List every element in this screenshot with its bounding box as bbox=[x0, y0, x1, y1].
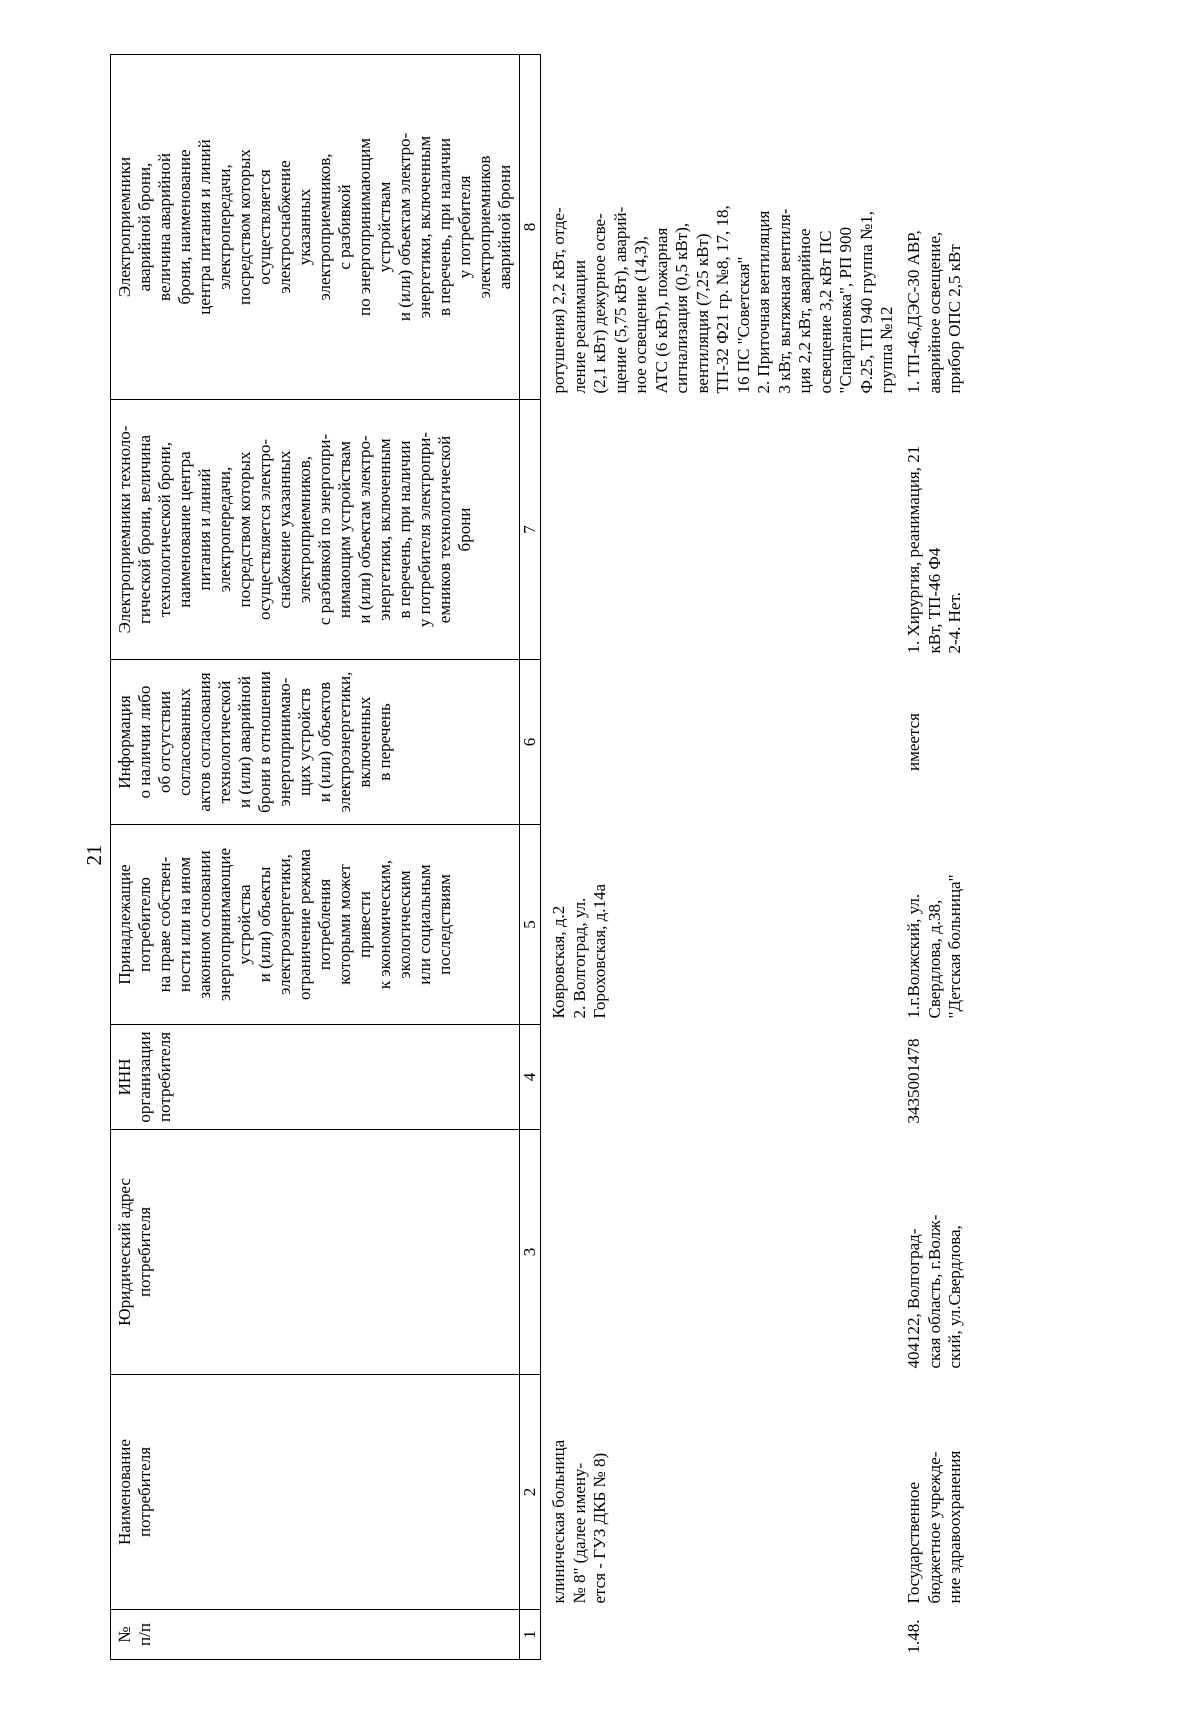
text-line: п/п bbox=[135, 1623, 154, 1646]
text-line: АТС (6 кВт), пожарная bbox=[651, 227, 671, 394]
column-number: 7 bbox=[520, 400, 541, 660]
text-line: экологическим bbox=[395, 870, 414, 979]
text-line: аварийной брони bbox=[495, 164, 514, 290]
text-line: гической брони, величина bbox=[135, 434, 154, 625]
text-line: "Детская больница" bbox=[945, 874, 964, 1019]
text-line: электроэнергетики, bbox=[275, 854, 294, 995]
text-line: прибор ОПС 2,5 кВт bbox=[945, 244, 964, 394]
text-line: ности или на ином bbox=[175, 856, 194, 993]
text-line: 2. Приточная вентиляция bbox=[754, 210, 773, 394]
text-line: 1. ТП-46,ДЭС-30 АВР, bbox=[904, 230, 923, 394]
text-line: щение (5,75 кВт), аварий- bbox=[610, 206, 630, 394]
text-line: аварийное освещение, bbox=[924, 231, 944, 394]
text-line: Ф.25, ТП 940 группа №1, bbox=[856, 210, 876, 394]
row-name bbox=[904, 1375, 966, 1610]
text-line: энергетики, включенным bbox=[415, 135, 434, 319]
text-line: и (или) аварийной bbox=[235, 676, 254, 808]
header-tech-reserve bbox=[111, 400, 520, 660]
text-line: указанных bbox=[295, 188, 314, 266]
row-info bbox=[549, 660, 904, 825]
text-line: аварийной брони, bbox=[135, 162, 154, 292]
text-line: 404122, Волгоград- bbox=[904, 1228, 923, 1369]
text-line: 2-4. Нет. bbox=[945, 592, 964, 654]
text-line: согласованных bbox=[175, 688, 194, 796]
text-line: ская область, г.Волж- bbox=[924, 1214, 944, 1369]
page-number: 21 bbox=[82, 844, 106, 866]
text-line: последствиям bbox=[435, 874, 454, 975]
row-gap bbox=[541, 55, 550, 1660]
text-line: освещение 3,2 кВт ПС bbox=[815, 230, 835, 394]
text-line: 3 кВт, вытяжная вентиля- bbox=[774, 208, 794, 394]
column-number: 6 bbox=[520, 660, 541, 825]
text-line: ление реанимации bbox=[569, 260, 589, 394]
text-line: имеется bbox=[904, 713, 923, 771]
column-number: 3 bbox=[520, 1130, 541, 1375]
text-line: у потребителя электропри- bbox=[415, 431, 434, 628]
text-line: 3435001478 bbox=[904, 1038, 923, 1124]
row-tech-reserve bbox=[904, 400, 966, 660]
text-line: 1. Хирургия, реанимация, 21 bbox=[904, 445, 923, 654]
header-inn bbox=[111, 1025, 520, 1130]
column-number: 4 bbox=[520, 1025, 541, 1130]
text-line: осуществляется bbox=[255, 169, 274, 285]
text-line: 1.г.Волжский, ул. bbox=[904, 893, 923, 1019]
header-address bbox=[111, 1130, 520, 1375]
row-gap-cell bbox=[541, 55, 550, 1660]
text-line: технологической bbox=[215, 680, 234, 804]
header-emergency-reserve bbox=[111, 55, 520, 400]
text-line: осуществляется электро- bbox=[255, 438, 274, 621]
text-line: Свердлова, д.38, bbox=[924, 899, 944, 1019]
row-inn bbox=[549, 1025, 904, 1130]
text-line: с разбивкой по энергопри- bbox=[315, 433, 334, 626]
text-line: электроприемников, bbox=[315, 153, 334, 301]
text-line: организации bbox=[135, 1031, 154, 1123]
text-line: электроснабжение bbox=[275, 160, 294, 294]
text-line: величина аварийной bbox=[155, 153, 174, 301]
text-line: щих устройств bbox=[295, 688, 314, 796]
text-line: Электроприемники техноло- bbox=[115, 425, 134, 634]
text-line: центра питания и линий bbox=[195, 139, 214, 315]
text-line: и (или) объектов bbox=[315, 681, 334, 803]
text-line: ИНН bbox=[115, 1058, 134, 1096]
text-line: сигнализация (0,5 кВт), bbox=[672, 222, 691, 394]
text-line: брони bbox=[455, 507, 474, 552]
text-line: 16 ПС "Советская" bbox=[733, 256, 753, 394]
text-line: (2,1 кВт) дежурное осве- bbox=[590, 213, 609, 394]
text-line: потребителя bbox=[135, 1446, 154, 1538]
text-line: привести bbox=[355, 891, 374, 958]
header-num bbox=[111, 1610, 520, 1660]
text-line: Информация bbox=[115, 695, 134, 789]
text-line: и (или) объектам электро- bbox=[395, 132, 414, 322]
text-line: клиническая больница bbox=[549, 1439, 568, 1604]
text-line: энергопринимаю- bbox=[275, 677, 294, 807]
row-address bbox=[904, 1130, 966, 1375]
text-line: электроэнергетики, bbox=[335, 671, 354, 813]
row-num bbox=[549, 1610, 904, 1660]
text-line: законном основании bbox=[195, 850, 214, 999]
header-info bbox=[111, 660, 520, 825]
row-ownership bbox=[904, 825, 966, 1025]
text-line: ное освещение (14,3), bbox=[631, 236, 650, 394]
text-line: посредством которых bbox=[235, 149, 254, 305]
text-line: у потребителя bbox=[455, 175, 474, 279]
text-line: об отсутствии bbox=[155, 691, 174, 793]
text-line: ция 2,2 кВт, аварийное bbox=[795, 228, 814, 394]
text-line: ский, ул.Свердлова, bbox=[945, 1225, 964, 1369]
text-line: потребления bbox=[315, 878, 334, 971]
text-line: в перечень bbox=[375, 703, 394, 781]
text-line: и (или) объектам электро- bbox=[355, 435, 374, 624]
text-line: Электроприемники bbox=[115, 156, 134, 298]
text-line: или социальным bbox=[415, 864, 434, 985]
row-ownership bbox=[549, 825, 904, 1025]
text-line: и (или) объекты bbox=[255, 866, 274, 983]
text-line: нимающим устройствам bbox=[335, 440, 354, 619]
text-line: снабжение указанных bbox=[275, 450, 294, 609]
text-line: включенных bbox=[355, 696, 374, 788]
column-number: 5 bbox=[520, 825, 541, 1025]
text-line: потребителю bbox=[135, 877, 154, 972]
text-line: электропередачи, bbox=[215, 164, 234, 290]
text-line: устройства bbox=[235, 884, 254, 965]
text-line: Гороховская, д.14а bbox=[590, 883, 609, 1019]
text-line: брони в отношении bbox=[255, 671, 274, 813]
text-line: группа №12 bbox=[877, 306, 896, 394]
table-row bbox=[904, 55, 966, 1660]
text-line: Юридический адрес bbox=[115, 1178, 134, 1326]
row-emergency-reserve bbox=[549, 55, 904, 400]
text-line: наименование центра bbox=[175, 451, 194, 608]
row-name bbox=[549, 1375, 904, 1610]
text-line: Наименование bbox=[115, 1439, 134, 1545]
text-line: энергетики, включенным bbox=[375, 438, 394, 621]
text-line: потребителя bbox=[155, 1031, 174, 1123]
text-line: ТП-32 Ф21 гр. №8, 17, 18, bbox=[713, 205, 732, 394]
text-line: кВт, ТП-46 Ф4 bbox=[924, 547, 944, 654]
text-line: в перечень, при наличии bbox=[435, 137, 454, 317]
text-line: "Спартановка", РП 900 bbox=[836, 227, 855, 394]
row-inn bbox=[904, 1025, 966, 1130]
text-line: вентиляция (7,25 кВт) bbox=[692, 233, 712, 394]
column-number-row bbox=[520, 55, 541, 1660]
text-line: о наличии либо bbox=[135, 685, 154, 799]
text-line: которыми может bbox=[335, 864, 354, 985]
text-line: ротушения) 2,2 кВт, отде- bbox=[549, 207, 568, 394]
column-number: 8 bbox=[520, 55, 541, 400]
text-line: № bbox=[115, 1626, 134, 1643]
text-line: технологической брони, bbox=[155, 441, 174, 618]
text-line: электроприемников, bbox=[295, 455, 314, 604]
text-line: в перечень, при наличии bbox=[395, 440, 414, 619]
row-address bbox=[549, 1130, 904, 1375]
text-line: электроприемников bbox=[475, 155, 494, 299]
text-line: брони, наименование bbox=[175, 149, 194, 305]
text-line: потребителя bbox=[135, 1206, 154, 1298]
table-header-row bbox=[111, 55, 520, 1660]
column-number: 1 bbox=[520, 1610, 541, 1660]
text-line: на праве собствен- bbox=[155, 856, 174, 993]
row-num bbox=[904, 1610, 966, 1660]
text-line: посредством которых bbox=[235, 451, 254, 608]
text-line: энергопринимающие bbox=[215, 848, 234, 1001]
table-row bbox=[549, 55, 904, 1660]
text-line: ние здравоохранения bbox=[945, 1450, 964, 1604]
row-tech-reserve bbox=[549, 400, 904, 660]
text-line: 2. Волгоград, ул. bbox=[569, 897, 589, 1019]
text-line: Принадлежащие bbox=[115, 864, 134, 985]
text-line: Ковровская, д.2 bbox=[549, 905, 568, 1019]
text-line: ограничение режима bbox=[295, 849, 314, 1000]
text-line: электропередачи, bbox=[215, 466, 234, 593]
text-line: с разбивкой bbox=[335, 184, 354, 270]
header-name bbox=[111, 1375, 520, 1610]
text-line: Государственное bbox=[904, 1481, 923, 1604]
text-line: ется - ГУЗ ДКБ № 8) bbox=[590, 1452, 609, 1604]
row-emergency-reserve bbox=[904, 55, 966, 400]
text-line: к экономическим, bbox=[375, 859, 394, 990]
text-line: 1.48. bbox=[904, 1619, 923, 1654]
text-line: емников технологической bbox=[435, 435, 454, 624]
text-line: актов согласования bbox=[195, 672, 214, 812]
consumer-table bbox=[110, 54, 966, 1660]
text-line: питания и линий bbox=[195, 468, 214, 591]
text-line: бюджетное учрежде- bbox=[924, 1451, 944, 1604]
text-line: устройствам bbox=[375, 181, 394, 273]
column-number: 2 bbox=[520, 1375, 541, 1610]
text-line: № 8" (далее имену- bbox=[569, 1462, 589, 1604]
row-info bbox=[904, 660, 966, 825]
header-ownership bbox=[111, 825, 520, 1025]
text-line: по энергопринимающим bbox=[355, 137, 374, 317]
